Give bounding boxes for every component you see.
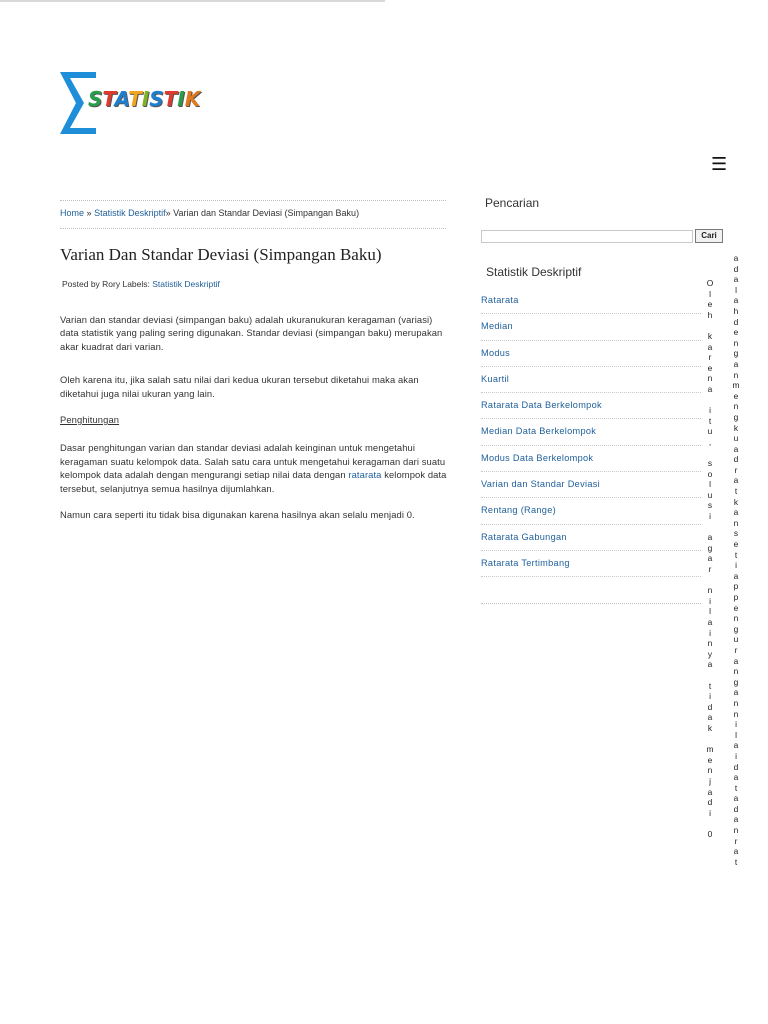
category-link[interactable]: Kuartil (481, 373, 510, 384)
overflow-char: i (709, 807, 711, 818)
post-author-text: Posted by Rory Labels: (62, 279, 150, 289)
overflow-char (705, 320, 715, 331)
overflow-char: t (708, 680, 712, 691)
breadcrumb-separator: » (165, 208, 171, 218)
overflow-char: g (733, 348, 739, 359)
hamburger-menu-icon[interactable]: ☰ (711, 154, 728, 174)
category-link[interactable]: Median (481, 321, 513, 332)
overflow-char: a (733, 443, 739, 454)
search-input[interactable] (481, 230, 693, 243)
overflow-char: a (707, 712, 713, 723)
overflow-char: d (733, 263, 739, 274)
list-item (481, 551, 701, 577)
overflow-char: u (733, 433, 739, 444)
search-widget-title: Pencarian (485, 196, 540, 210)
breadcrumb-separator: » (86, 208, 92, 218)
category-link[interactable]: Varian dan Standar Deviasi (481, 479, 600, 490)
overflow-char: r (708, 352, 712, 363)
overflow-char: i (735, 719, 737, 730)
list-item (481, 288, 701, 314)
overflow-char: l (709, 606, 711, 617)
overflow-text-column (731, 253, 741, 867)
overflow-char: p (733, 581, 739, 592)
overflow-char: u (707, 489, 713, 500)
category-link[interactable]: Modus (481, 347, 511, 358)
overflow-text-column (705, 278, 715, 839)
list-item (481, 446, 701, 472)
overflow-char: , (708, 436, 712, 447)
logo-letter: K (184, 87, 201, 111)
overflow-char: n (733, 825, 739, 836)
overflow-char: a (707, 786, 713, 797)
list-item (481, 314, 701, 340)
overflow-char: u (733, 634, 739, 645)
overflow-char: s (707, 500, 713, 511)
paragraph: Oleh karena itu, jika salah satu nilai dari kedua ukuran tersebut diketahui maka akan diketahui juga nilai ukuran yang lain. (60, 374, 419, 399)
overflow-char: a (733, 772, 739, 783)
overflow-char: d (733, 761, 739, 772)
logo-letter: S (149, 87, 164, 111)
divider (60, 228, 446, 229)
overflow-char: e (733, 602, 739, 613)
category-link[interactable]: Modus Data Berkelompok (481, 452, 594, 463)
overflow-char: n (733, 613, 739, 624)
overflow-char: k (707, 722, 713, 733)
category-link[interactable]: Median Data Berkelompok (481, 426, 597, 437)
overflow-char: e (733, 327, 739, 338)
list-item (481, 525, 701, 551)
post-label-link[interactable]: Statistik Deskriptif (152, 279, 220, 289)
overflow-char: a (733, 814, 739, 825)
logo-letter: T (163, 87, 178, 111)
overflow-char: a (733, 570, 739, 581)
category-widget-title: Statistik Deskriptif (486, 265, 582, 279)
overflow-char: o (707, 468, 713, 479)
overflow-char: h (707, 309, 713, 320)
ratarata-link[interactable]: ratarata (348, 469, 382, 481)
paragraph-text: kelompok data tersebut, selanjutnya semua hasilnya dijumlahkan. (60, 469, 447, 494)
overflow-char: k (733, 422, 739, 433)
overflow-char: g (733, 411, 739, 422)
overflow-char: a (733, 655, 739, 666)
category-link[interactable]: Ratarata Tertimbang (481, 557, 570, 568)
overflow-char: a (733, 358, 739, 369)
overflow-char: g (707, 542, 713, 553)
overflow-char: j (709, 775, 711, 786)
overflow-char: 0 (707, 828, 713, 839)
overflow-char: u (707, 426, 713, 437)
overflow-char: n (733, 337, 739, 348)
divider (60, 200, 446, 201)
post-title: Varian Dan Standar Deviasi (Simpangan Baku) (60, 245, 382, 264)
overflow-char (705, 734, 715, 745)
overflow-char: r (734, 835, 738, 846)
list-item (481, 419, 701, 445)
category-link[interactable]: Ratarata (481, 295, 519, 305)
overflow-char: a (733, 507, 739, 518)
section-heading: Penghitungan (60, 414, 120, 426)
overflow-char: r (708, 564, 712, 575)
overflow-char: n (733, 697, 739, 708)
overflow-char: i (735, 560, 737, 571)
overflow-char: n (733, 401, 739, 412)
site-logo[interactable] (58, 70, 230, 136)
overflow-char: n (707, 585, 713, 596)
overflow-char: r (734, 644, 738, 655)
overflow-char: n (733, 517, 739, 528)
paragraph-text: Dasar penghitungan varian dan standar deviasi adalah keinginan untuk mengetahui keragaman suatu kelompok data. Salah satu cara untuk mengetahui keragaman dari suatu kelompok data adalah dengan mengurangi setiap nilai data dengan (60, 442, 446, 481)
logo-letter: A (114, 87, 129, 111)
overflow-char: n (733, 666, 739, 677)
overflow-char: n (707, 373, 713, 384)
overflow-char: t (708, 415, 712, 426)
overflow-char (705, 522, 715, 533)
overflow-char: i (709, 405, 711, 416)
logo-letter: T (102, 87, 115, 111)
overflow-char: e (707, 754, 713, 765)
paragraph: Varian dan standar deviasi (simpangan baku) adalah ukuranukuran keragaman (variasi) data statistik yang paling sering digunakan. Standar deviasi (simpangan baku) merupakan akar kuadrat dari varian. (60, 314, 443, 352)
overflow-char: e (707, 299, 713, 310)
overflow-char: d (707, 701, 713, 712)
overflow-char: n (707, 765, 713, 776)
paragraph (60, 441, 452, 495)
category-link[interactable]: Ratarata Gabungan (481, 531, 567, 542)
category-list (481, 288, 701, 577)
overflow-char: a (707, 659, 713, 670)
overflow-char (705, 395, 715, 406)
overflow-char (705, 670, 715, 681)
overflow-char: l (709, 288, 711, 299)
overflow-char: a (707, 341, 713, 352)
post-body (60, 313, 452, 534)
overflow-char: l (735, 284, 737, 295)
overflow-char: a (733, 295, 739, 306)
overflow-char: d (733, 803, 739, 814)
overflow-char (705, 448, 715, 459)
list-item (481, 472, 701, 498)
search-button[interactable]: Cari (695, 229, 723, 243)
overflow-char: d (733, 454, 739, 465)
overflow-char: n (733, 369, 739, 380)
overflow-char: k (733, 496, 739, 507)
overflow-char: a (733, 846, 739, 857)
logo-letter: S (88, 87, 103, 111)
overflow-char: s (707, 458, 713, 469)
overflow-char (705, 575, 715, 586)
overflow-char: a (707, 617, 713, 627)
overflow-char: i (709, 691, 711, 702)
overflow-char: t (734, 486, 738, 497)
overflow-char: g (733, 623, 739, 634)
overflow-char: a (733, 475, 739, 486)
overflow-char: a (707, 532, 713, 543)
breadcrumb-home-link[interactable]: Home (60, 208, 85, 218)
overflow-char: d (733, 316, 739, 327)
overflow-char: d (707, 797, 713, 808)
overflow-char: i (735, 750, 737, 761)
overflow-char: a (733, 687, 739, 698)
overflow-char: n (733, 708, 739, 719)
overflow-char: a (733, 793, 739, 804)
overflow-char: h (733, 305, 739, 316)
breadcrumb (60, 208, 359, 218)
logo-letter: T (128, 87, 142, 111)
overflow-char: O (706, 278, 714, 288)
logo-letter: I (141, 87, 150, 111)
overflow-char: a (733, 253, 739, 263)
overflow-char: a (733, 740, 739, 751)
overflow-char: t (734, 856, 738, 867)
overflow-char: a (733, 274, 739, 285)
divider (481, 603, 701, 604)
overflow-char: l (709, 479, 711, 490)
overflow-char: m (706, 744, 714, 755)
list-item (481, 393, 701, 419)
category-link[interactable]: Rentang (Range) (481, 505, 556, 516)
list-item (481, 341, 701, 367)
paragraph: Namun cara seperti itu tidak bisa digunakan karena hasilnya akan selalu menjadi 0. (60, 509, 415, 521)
overflow-char (705, 818, 715, 829)
overflow-char: y (707, 648, 713, 659)
overflow-char: k (707, 330, 713, 341)
overflow-char: a (707, 553, 713, 564)
category-link[interactable]: Ratarata Data Berkelompok (481, 400, 602, 411)
overflow-char: e (707, 362, 713, 373)
breadcrumb-current: Varian dan Standar Deviasi (Simpangan Baku) (173, 208, 360, 218)
list-item (481, 367, 701, 393)
overflow-char: i (709, 511, 711, 522)
post-meta (62, 279, 220, 289)
logo-wordmark (88, 87, 200, 111)
breadcrumb-category-link[interactable]: Statistik Deskriptif (94, 208, 166, 218)
logo-letter: I (177, 87, 185, 111)
overflow-char: i (709, 627, 711, 638)
overflow-char: t (734, 549, 738, 560)
overflow-char: e (733, 539, 739, 550)
list-item (481, 498, 701, 524)
overflow-char: a (707, 383, 713, 394)
overflow-char: e (733, 390, 739, 401)
overflow-char: t (734, 782, 738, 793)
page-load-bar (0, 0, 385, 2)
overflow-char: r (734, 464, 738, 475)
overflow-char: n (707, 638, 713, 649)
overflow-char: s (733, 528, 739, 539)
overflow-char: g (733, 676, 739, 687)
overflow-char: i (709, 595, 711, 606)
overflow-char: l (735, 729, 737, 740)
overflow-char: p (733, 592, 739, 602)
overflow-char: m (732, 380, 740, 391)
